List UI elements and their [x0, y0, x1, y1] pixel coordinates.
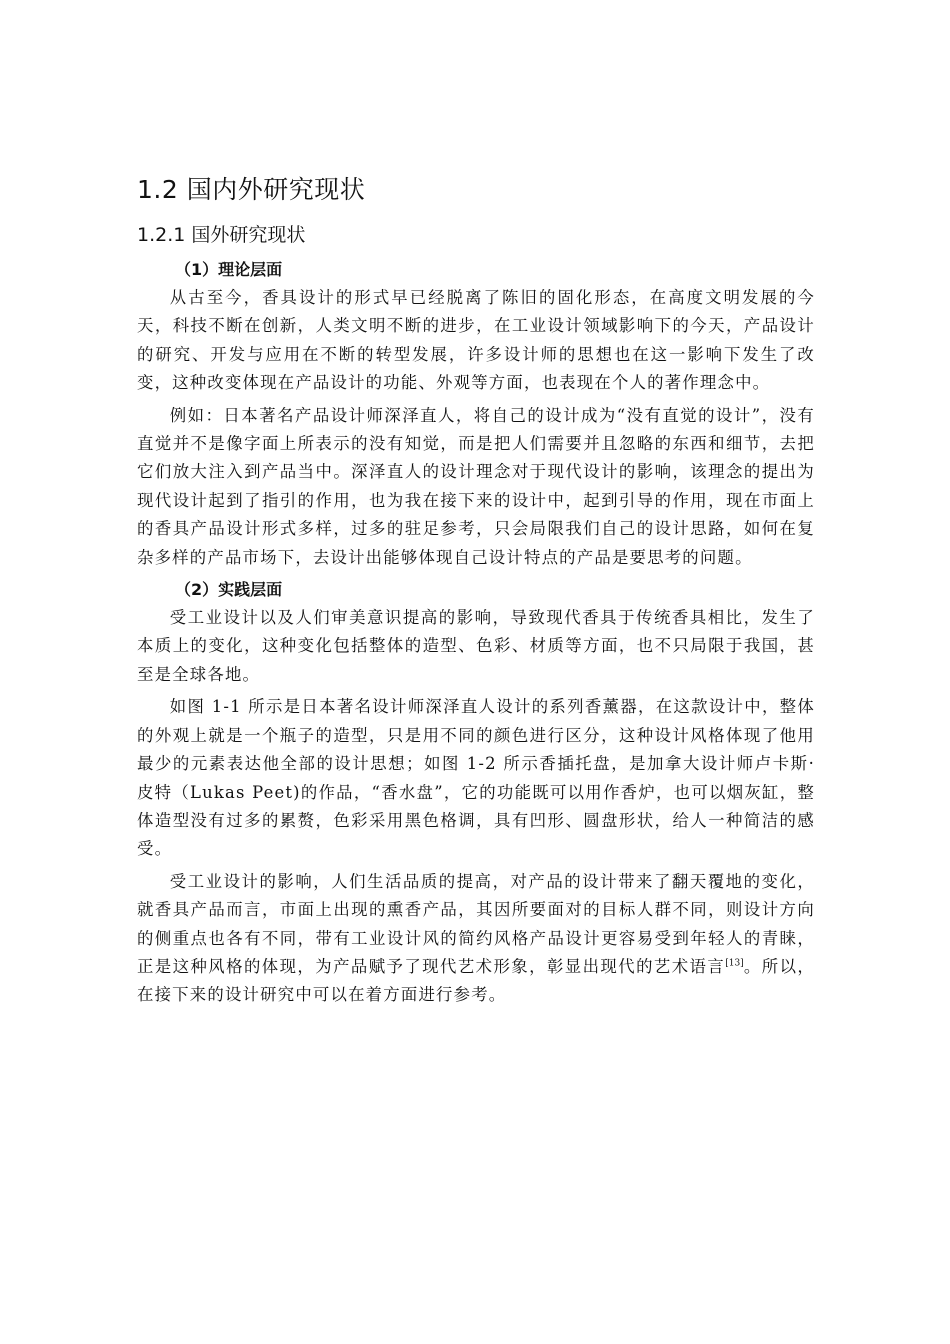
theory-paragraph-2: 例如：日本著名产品设计师深泽直人，将自己的设计成为“没有直觉的设计”，没有直觉并不是像字面上所表示的没有知觉，而是把人们需要并且忽略的东西和细节，去把它们放大注入到产品当中。深泽直人的设计理念对于现代设计的影响，该理念的提出为现代设计起到了指引的作用，也为我在接下来的设计中，起到引导的作用，现在市面上的香具产品设计形式多样，过多的驻足参考，只会局限我们自己的设计思路，如何在复杂多样的产品市场下，去设计出能够体现自己设计特点的产品是要思考的问题。 — [137, 405, 815, 567]
paragraph-text: 受工业设计的影响，人们生活品质的提高，对产品的设计带来了翻天覆地的变化，就香具产品而言，市面上出现的熏香产品，其因所要面对的目标人群不同，则设计方向的侧重点也各有不同，带有工业设计风的简约风格产品设计更容易受到年轻人的青睐，正是这种风格的体现，为产品赋予了现代艺术形象，彰显出现代的艺术语言 — [137, 871, 815, 976]
subsection-heading: 1.2.1 国外研究现状 — [137, 224, 306, 246]
practice-paragraph-1: 受工业设计以及人们审美意识提高的影响，导致现代香具于传统香具相比，发生了本质上的变化，这种变化包括整体的造型、色彩、材质等方面，也不只局限于我国，甚至是全球各地。 — [137, 608, 815, 684]
section-heading: 1.2 国内外研究现状 — [137, 175, 366, 204]
paragraph-tail: 。所以，在接下来的设计研究中可以在着方面进行参考。 — [137, 956, 815, 1005]
practice-paragraph-3 — [137, 868, 815, 1010]
practice-subheading: （2）实践层面 — [175, 580, 283, 600]
theory-subheading: （1）理论层面 — [175, 260, 283, 279]
page-content — [137, 168, 815, 1014]
theory-paragraph-1: 从古至今，香具设计的形式早已经脱离了陈旧的固化形态，在高度文明发展的今天，科技不断在创新，人类文明不断的进步，在工业设计领域影响下的今天，产品设计的研究、开发与应用在不断的转型发展，许多设计师的思想也在这一影响下发生了改变，这种改变体现在产品设计的功能、外观等方面，也表现在个人的著作理念中。 — [137, 288, 815, 393]
practice-paragraph-2: 如图 1-1 所示是日本著名设计师深泽直人设计的系列香薰器，在这款设计中，整体的外观上就是一个瓶子的造型，只是用不同的颜色进行区分，这种设计风格体现了他用最少的元素表达他全部的设计思想；如图 1-2 所示香插托盘，是加拿大设计师卢卡斯·皮特（Lukas Peet)的作品，“香水盘”，它的功能既可以用作香炉，也可以烟灰缸，整体造型没有过多的累赘，色彩采用黑色格调，具有凹形、圆盘形状，给人一种简洁的感受。 — [137, 697, 815, 859]
citation-reference: [13] — [725, 958, 744, 969]
